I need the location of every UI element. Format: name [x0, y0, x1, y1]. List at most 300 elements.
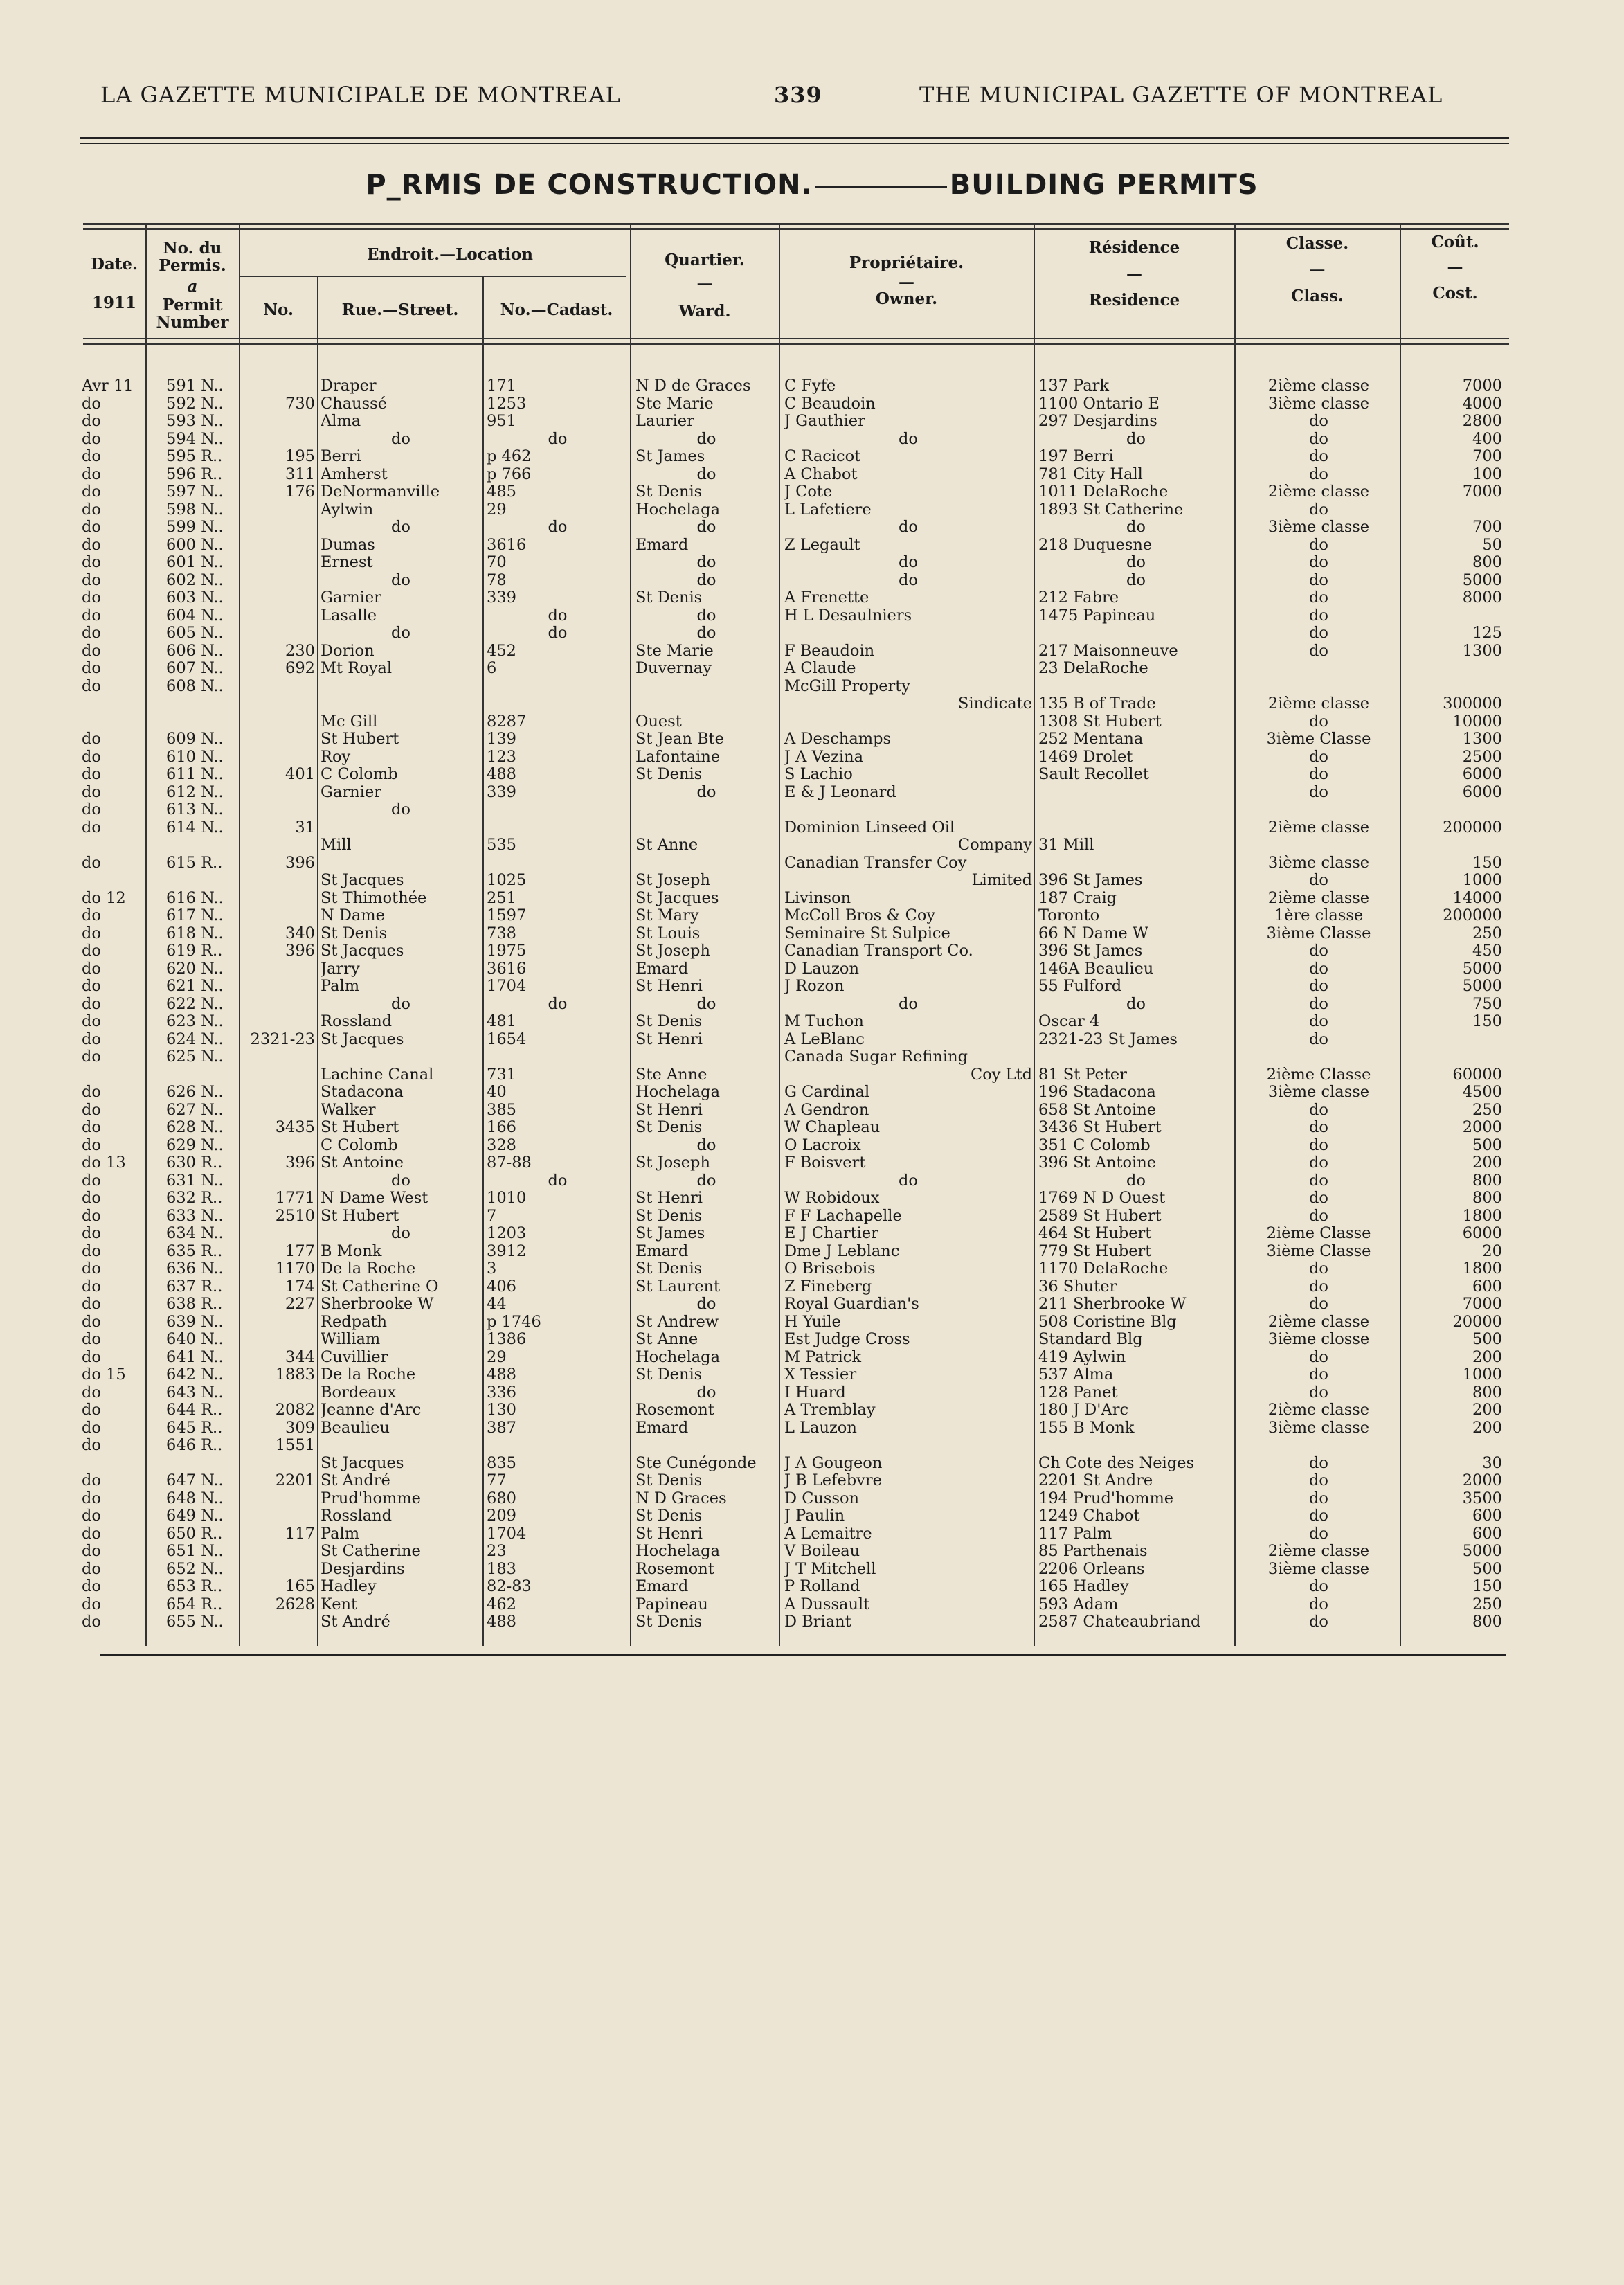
cell-residence: 155 B Monk: [1038, 1419, 1135, 1437]
cell-street: C Colomb: [321, 766, 398, 783]
cell-cls: do: [1309, 1366, 1328, 1383]
cell-owner: McColl Bros & Coy: [784, 907, 936, 924]
cell-cls: 3ième classe: [1267, 395, 1370, 413]
cell-street: Palm: [321, 978, 360, 995]
cell-owner: H Yuile: [784, 1313, 841, 1331]
cell-cadast: 339: [487, 783, 516, 801]
cell-no: [242, 731, 315, 749]
cell-ward: Hochelaga: [635, 1348, 721, 1366]
cell-residence: 217 Maisonneuve: [1038, 642, 1178, 660]
cell-permit: 636 N..: [166, 1260, 224, 1278]
cell-ward: St James: [635, 1225, 705, 1242]
cell-cls: do: [1309, 942, 1328, 960]
cell-ward: Emard: [635, 536, 689, 554]
cell-cost: 6000: [1462, 766, 1502, 783]
table-row: [0, 1366, 1624, 1384]
cell-cadast: 123: [487, 748, 516, 766]
cell-owner: M Tuchon: [784, 1013, 864, 1030]
cell-cost: [1405, 801, 1502, 819]
header-class-en: Class.: [1291, 287, 1344, 305]
header-class-fr: Classe.: [1285, 234, 1349, 253]
cell-permit: 638 R..: [166, 1296, 223, 1313]
cell-no: 230: [285, 642, 315, 660]
cell-cost: 8000: [1462, 589, 1502, 607]
cell-ward: St Denis: [635, 483, 703, 501]
cell-date: do: [82, 1225, 101, 1242]
cell-ward: [635, 1048, 777, 1066]
cell-cadast: 209: [487, 1507, 516, 1525]
cell-cadast: 1704: [487, 1525, 527, 1543]
cell-ward: Rosemont: [635, 1560, 714, 1578]
cell-no: [242, 801, 315, 819]
table-row: [0, 1154, 1624, 1172]
cell-street: Berri: [321, 448, 361, 465]
cell-date: do: [82, 1595, 101, 1613]
cell-residence: 2201 St Andre: [1038, 1472, 1153, 1489]
cell-no: 2628: [275, 1595, 315, 1613]
cell-ward: St Henri: [635, 1190, 703, 1207]
cell-date: do: [82, 1560, 101, 1578]
cell-date: do: [82, 1207, 101, 1225]
cell-ward: St Andrew: [635, 1313, 719, 1331]
cell-no: 174: [285, 1278, 315, 1296]
cell-no: [242, 890, 315, 908]
cell-cost: 700: [1472, 519, 1502, 536]
cell-street: St Denis: [321, 924, 388, 942]
cell-cls: 3ième Classe: [1266, 731, 1371, 748]
cell-cadast: 78: [487, 571, 507, 589]
cell-cost: [1405, 501, 1502, 519]
cell-no: [242, 978, 315, 996]
table-row: [0, 395, 1624, 413]
cell-street: Desjardins: [321, 1560, 405, 1578]
cell-permit: 610 N..: [166, 748, 224, 766]
table-row: [0, 1507, 1624, 1525]
table-row: [0, 537, 1624, 555]
cell-owner: E J Chartier: [784, 1225, 878, 1242]
cell-cost: [1405, 678, 1502, 696]
cell-cadast: 339: [487, 589, 516, 607]
cell-date: do: [82, 625, 101, 642]
cell-cost: 14000: [1452, 889, 1502, 907]
cell-street: Dorion: [321, 642, 375, 660]
cell-residence: [1038, 625, 1234, 643]
page-title: [0, 169, 1624, 201]
cell-street: Ernest: [321, 554, 373, 571]
cell-cost: 20: [1482, 1242, 1502, 1260]
cell-cls: do: [1309, 1595, 1328, 1613]
cell-cost: 700: [1472, 448, 1502, 465]
cell-cls: 2ième classe: [1267, 1313, 1370, 1331]
cell-permit: [166, 836, 238, 854]
table-row: [0, 1437, 1624, 1455]
cell-ward: [635, 819, 777, 837]
cell-owner: Z Legault: [784, 536, 860, 554]
cell-date: do: [82, 1507, 101, 1525]
cell-no: 396: [285, 942, 315, 960]
cell-cadast: [487, 801, 629, 819]
cell-cost: 20000: [1452, 1313, 1502, 1331]
cell-no: [242, 678, 315, 696]
cell-cadast: 488: [487, 1366, 516, 1383]
table-top-rule: [83, 223, 1509, 225]
cell-no: [242, 1172, 315, 1190]
cell-residence: 1769 N D Ouest: [1038, 1190, 1166, 1207]
cell-residence: 137 Park: [1038, 377, 1110, 395]
running-head-french: LA GAZETTE MUNICIPALE DE MONTREAL: [100, 82, 621, 108]
cell-date: do: [82, 483, 101, 501]
table-row: [0, 1084, 1624, 1102]
cell-residence: do: [1126, 1172, 1146, 1190]
cell-date: do: [82, 1383, 101, 1401]
table-row: [0, 1401, 1624, 1419]
cell-cost: 250: [1472, 924, 1502, 942]
cell-cadast: 385: [487, 1101, 516, 1119]
cell-residence: 464 St Hubert: [1038, 1225, 1152, 1242]
cell-owner: [784, 713, 1032, 731]
cell-cadast: 3616: [487, 536, 527, 554]
table-row: [0, 1260, 1624, 1278]
cell-cadast: do: [548, 519, 568, 536]
cell-ward: Duvernay: [635, 660, 712, 677]
cell-cadast: 7: [487, 1207, 497, 1225]
header-cadast: No.—Cadast.: [500, 301, 613, 319]
cell-permit: 598 N..: [166, 501, 224, 519]
cell-cost: 800: [1472, 1190, 1502, 1207]
cell-no: [242, 1048, 315, 1066]
cell-ward: St Denis: [635, 1472, 703, 1489]
cell-permit: 593 N..: [166, 413, 224, 430]
cell-residence: 1100 Ontario E: [1038, 395, 1160, 413]
table-row: [0, 1419, 1624, 1437]
cell-ward: Ste Cunégonde: [635, 1454, 757, 1472]
cell-street: Jarry: [321, 960, 360, 978]
cell-date: do: [82, 1525, 101, 1543]
cell-cost: 6000: [1462, 783, 1502, 801]
cell-ward: St Denis: [635, 1507, 703, 1525]
table-row: [0, 1031, 1624, 1049]
table-row: [0, 731, 1624, 749]
cell-owner: W Robidoux: [784, 1190, 880, 1207]
cell-residence: 66 N Dame W: [1038, 924, 1149, 942]
cell-cadast: 835: [487, 1454, 516, 1472]
cell-cls: do: [1309, 1030, 1328, 1048]
cell-no: [242, 996, 315, 1014]
cell-cadast: 1654: [487, 1030, 527, 1048]
cell-residence: 396 St James: [1038, 872, 1143, 889]
cell-cadast: 731: [487, 1066, 516, 1084]
cell-permit: 621 N..: [166, 978, 224, 995]
cell-cls: do: [1309, 448, 1328, 465]
cell-owner: do: [899, 554, 918, 571]
cell-permit: 597 N..: [166, 483, 224, 501]
cell-cost: [1405, 1031, 1502, 1049]
cell-ward: St Jean Bte: [635, 731, 724, 748]
cell-cost: 200000: [1443, 907, 1502, 924]
cell-owner: McGill Property: [784, 677, 911, 695]
cell-cls: 3ième Classe: [1266, 1242, 1371, 1260]
table-row: [0, 589, 1624, 607]
cell-cls: do: [1309, 1207, 1328, 1225]
cell-cadast: do: [548, 430, 568, 448]
cell-street: Mt Royal: [321, 660, 393, 677]
cell-cls: do: [1309, 783, 1328, 801]
cell-date: do: [82, 589, 101, 607]
cell-cadast: 3: [487, 1260, 497, 1278]
cell-cadast: [487, 678, 629, 696]
cell-residence: 187 Craig: [1038, 889, 1117, 907]
cell-residence: 194 Prud'homme: [1038, 1489, 1174, 1507]
cell-date: do: [82, 501, 101, 519]
cell-permit: 653 R..: [166, 1578, 223, 1595]
cell-residence: 2206 Orleans: [1038, 1560, 1145, 1578]
cell-cost: 750: [1472, 995, 1502, 1013]
cell-no: [242, 1384, 315, 1402]
cell-cls: 2ième classe: [1267, 818, 1370, 836]
table-row: [0, 413, 1624, 431]
cell-residence: 3436 St Hubert: [1038, 1119, 1162, 1136]
cell-cadast: p 1746: [487, 1313, 541, 1331]
cell-cadast: 1597: [487, 907, 527, 924]
cell-street: Rossland: [321, 1013, 393, 1030]
cell-cost: 800: [1472, 1383, 1502, 1401]
cell-owner: D Briant: [784, 1613, 851, 1631]
cell-permit: 623 N..: [166, 1013, 224, 1030]
cell-street: Dumas: [321, 536, 375, 554]
cell-cls: do: [1309, 501, 1328, 519]
cell-street: N Dame West: [321, 1190, 428, 1207]
cell-residence: do: [1126, 571, 1146, 589]
cell-owner: M Patrick: [784, 1348, 861, 1366]
cell-cadast: do: [548, 1172, 568, 1190]
cell-residence: 1469 Drolet: [1038, 748, 1133, 766]
table-row: [0, 572, 1624, 590]
header-rule-top: [80, 137, 1509, 139]
cell-cost: [1405, 836, 1502, 854]
cell-owner: [784, 625, 1032, 643]
cell-no: [242, 589, 315, 607]
cell-owner: A LeBlanc: [784, 1030, 865, 1048]
cell-cost: 200: [1472, 1348, 1502, 1366]
cell-cadast: 485: [487, 483, 516, 501]
cell-ward: [635, 801, 777, 819]
cell-date: do: [82, 465, 101, 483]
cell-date: do: [82, 731, 101, 748]
cell-street: De la Roche: [321, 1366, 416, 1383]
cell-date: do: [82, 1578, 101, 1595]
cell-ward: Ste Marie: [635, 395, 714, 413]
cell-street: Lasalle: [321, 607, 377, 625]
cell-street: Palm: [321, 1525, 360, 1543]
cell-residence: 211 Sherbrooke W: [1038, 1296, 1187, 1313]
cell-ward: St Denis: [635, 589, 703, 607]
cell-cost: 1800: [1462, 1260, 1502, 1278]
cell-ward: do: [696, 465, 716, 483]
cell-permit: 646 R..: [166, 1437, 223, 1454]
cell-cadast: 166: [487, 1119, 516, 1136]
cell-street: Roy: [321, 748, 351, 766]
cell-residence: do: [1126, 519, 1146, 536]
cell-date: do: [82, 1543, 101, 1560]
cell-cadast: 23: [487, 1543, 507, 1560]
cell-permit: 648 N..: [166, 1489, 224, 1507]
cell-street: St Hubert: [321, 1119, 399, 1136]
cell-no: 396: [285, 1154, 315, 1172]
cell-permit: 647 N..: [166, 1472, 224, 1489]
header-street: Rue.—Street.: [341, 301, 459, 319]
cell-residence: Toronto: [1038, 907, 1100, 924]
cell-permit: 624 N..: [166, 1030, 224, 1048]
cell-cadast: 29: [487, 1348, 507, 1366]
cell-owner: Royal Guardian's: [784, 1296, 919, 1313]
cell-ward: do: [696, 1383, 716, 1401]
cell-no: 165: [285, 1578, 315, 1595]
table-row: [0, 1490, 1624, 1508]
cell-cls: do: [1309, 1507, 1328, 1525]
cell-owner: C Beaudoin: [784, 395, 876, 413]
cell-residence: 1249 Chabot: [1038, 1507, 1140, 1525]
cell-cost: 500: [1472, 1560, 1502, 1578]
cell-ward: Ouest: [635, 713, 682, 731]
cell-no: 396: [285, 854, 315, 872]
cell-permit: 607 N..: [166, 660, 224, 677]
cell-cost: 200000: [1443, 818, 1502, 836]
cell-residence: Standard Blg: [1038, 1331, 1143, 1348]
cell-street: [321, 678, 481, 696]
table-row: [0, 978, 1624, 996]
cell-date: do: [82, 642, 101, 660]
running-head-english: THE MUNICIPAL GAZETTE OF MONTREAL: [919, 82, 1443, 108]
cell-ward: do: [696, 519, 716, 536]
cell-street: Rossland: [321, 1507, 393, 1525]
cell-cadast: 1253: [487, 395, 527, 413]
cell-date: do: [82, 395, 101, 413]
cell-no: 2082: [275, 1401, 315, 1419]
cell-cadast: 183: [487, 1560, 516, 1578]
cell-residence: 781 City Hall: [1038, 465, 1143, 483]
cell-date: do: [82, 1437, 101, 1454]
cell-cls: do: [1309, 978, 1328, 995]
cell-street: do: [391, 801, 410, 818]
cell-date: do: [82, 660, 101, 677]
cell-cls: do: [1309, 960, 1328, 978]
cell-owner: Dme J Leblanc: [784, 1242, 900, 1260]
table-row: [0, 1296, 1624, 1314]
header-permit-en: Permit Number: [156, 296, 229, 332]
cell-permit: 634 N..: [166, 1225, 224, 1242]
cell-cls: do: [1309, 1278, 1328, 1296]
cell-permit: 622 N..: [166, 995, 224, 1013]
cell-no: [242, 907, 315, 925]
cell-no: [242, 1331, 315, 1349]
cell-ward: Emard: [635, 1419, 689, 1437]
cell-owner: F Boisvert: [784, 1154, 866, 1172]
table-row: [0, 483, 1624, 501]
cell-cls: do: [1309, 625, 1328, 642]
cell-owner: A Claude: [784, 660, 856, 677]
cell-street: Prud'homme: [321, 1489, 421, 1507]
cell-residence: Ch Cote des Neiges: [1038, 1454, 1195, 1472]
cell-owner: L Lauzon: [784, 1419, 857, 1437]
cell-street: De la Roche: [321, 1260, 416, 1278]
cell-cls: 3ième classe: [1267, 519, 1370, 536]
table-row: [0, 1208, 1624, 1226]
cell-cadast: 251: [487, 889, 516, 907]
cell-residence: 508 Coristine Blg: [1038, 1313, 1177, 1331]
cell-residence: 658 St Antoine: [1038, 1101, 1157, 1119]
cell-cost: 450: [1472, 942, 1502, 960]
table-row: [0, 854, 1624, 872]
title-separator: [815, 186, 947, 188]
cell-ward: St Joseph: [635, 872, 710, 889]
cell-owner: I Huard: [784, 1383, 846, 1401]
cell-cls: do: [1309, 642, 1328, 660]
cell-permit: [166, 695, 238, 713]
cell-owner: D Cusson: [784, 1489, 860, 1507]
cell-cadast: 29: [487, 501, 507, 519]
cell-date: do: [82, 1048, 101, 1066]
cell-cost: 100: [1472, 465, 1502, 483]
cell-date: Avr 11: [82, 377, 134, 395]
cell-no: 401: [285, 766, 315, 783]
header-owner-dash: —: [899, 273, 914, 292]
cell-permit: 626 N..: [166, 1084, 224, 1101]
cell-cls: do: [1309, 872, 1328, 889]
location-underline: [239, 276, 626, 277]
cell-cls: do: [1309, 571, 1328, 589]
cell-cadast: 1025: [487, 872, 527, 889]
cell-owner: O Brisebois: [784, 1260, 876, 1278]
cell-cls: do: [1309, 1613, 1328, 1631]
cell-no: [242, 1314, 315, 1332]
cell-date: do: [82, 1119, 101, 1136]
cell-date: [82, 1455, 144, 1473]
cell-cadast: 462: [487, 1595, 516, 1613]
cell-street: Redpath: [321, 1313, 388, 1331]
cell-cost: 4000: [1462, 395, 1502, 413]
cell-cls: [1239, 678, 1398, 696]
cell-ward: [635, 854, 777, 872]
cell-residence: 31 Mill: [1038, 836, 1094, 854]
cell-date: do: [82, 1401, 101, 1419]
table-row: [0, 1066, 1624, 1084]
cell-street: do: [391, 571, 410, 589]
cell-cost: 200: [1472, 1401, 1502, 1419]
cell-residence: 117 Palm: [1038, 1525, 1112, 1543]
table-row: [0, 960, 1624, 978]
cell-street: C Colomb: [321, 1136, 398, 1154]
cell-no: [242, 625, 315, 643]
cell-cost: 5000: [1462, 571, 1502, 589]
cell-street: [321, 854, 481, 872]
cell-residence: 1475 Papineau: [1038, 607, 1156, 625]
table-row: [0, 1384, 1624, 1402]
cell-ward: do: [696, 625, 716, 642]
cell-cadast: 3616: [487, 960, 527, 978]
cell-street: Lachine Canal: [321, 1066, 434, 1084]
cell-cls: [1239, 1437, 1398, 1455]
cell-cadast: 8287: [487, 713, 527, 731]
cell-cadast: 738: [487, 924, 516, 942]
cell-ward: St Jacques: [635, 889, 719, 907]
cell-ward: St Henri: [635, 1525, 703, 1543]
cell-street: [321, 819, 481, 837]
table-row: [0, 1455, 1624, 1473]
cell-owner: Canada Sugar Refining: [784, 1048, 968, 1066]
cell-cost: 800: [1472, 1613, 1502, 1631]
cell-ward: do: [696, 995, 716, 1013]
title-english: BUILDING PERMITS: [949, 169, 1258, 201]
